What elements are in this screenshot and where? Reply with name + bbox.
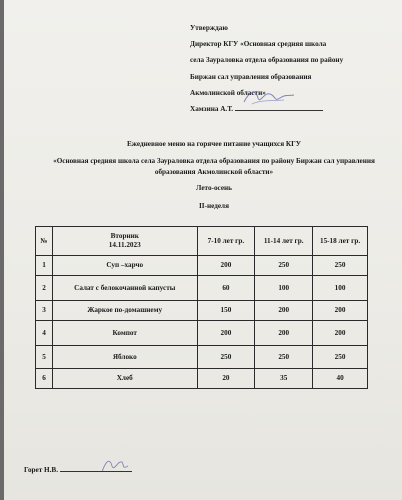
- header-age-11-14: 11-14 лет гр.: [255, 227, 313, 256]
- dish-name: Суп –харчо: [52, 256, 197, 276]
- header-age-15-18: 15-18 лет гр.: [313, 227, 368, 256]
- portion-15-18: 200: [313, 321, 368, 346]
- table-row: [36, 321, 368, 346]
- header-day: Вторник: [110, 232, 139, 240]
- table-row: [36, 276, 368, 301]
- dish-name: Хлеб: [52, 369, 197, 389]
- menu-table: [35, 226, 368, 389]
- header-number: №: [36, 227, 53, 256]
- footer-signature-line: [24, 466, 132, 474]
- school-name: «Основная средняя школа села Заураловка отдела образования по району Биржан сал управления образования Акмолинской области»: [53, 157, 375, 176]
- portion-7-10: 60: [197, 276, 255, 301]
- portion-7-10: 150: [197, 301, 255, 321]
- signature-underline: [235, 110, 323, 111]
- table-row: [36, 346, 368, 369]
- table-header-row: [36, 227, 368, 256]
- portion-11-14: 200: [255, 321, 313, 346]
- portion-7-10: 250: [197, 346, 255, 369]
- dish-name: Жаркое по-домашнему: [52, 301, 197, 321]
- document-page: [4, 0, 402, 500]
- header-date: 14.11.2023: [108, 241, 141, 249]
- handwritten-signature: [240, 86, 298, 108]
- dish-name: Яблоко: [52, 346, 197, 369]
- portion-15-18: 40: [313, 369, 368, 389]
- row-number: 3: [36, 301, 53, 321]
- row-number: 5: [36, 346, 53, 369]
- dish-name: Компот: [52, 321, 197, 346]
- week-label: II-неделя: [199, 202, 229, 210]
- portion-15-18: 250: [313, 256, 368, 276]
- signer-name: Хамзина А.Т.: [190, 105, 234, 114]
- table-row: [36, 301, 368, 321]
- signature-underline: [60, 471, 132, 472]
- approval-org-line: села Заураловка отдела образования по району: [190, 56, 344, 65]
- portion-11-14: 250: [255, 256, 313, 276]
- approval-org-line: Биржан сал управления образования: [190, 72, 312, 81]
- portion-7-10: 200: [197, 321, 255, 346]
- season-label: Лето-осень: [196, 184, 232, 192]
- footer-name: Горет Н.В.: [24, 466, 59, 474]
- approval-org-line: Акмолинской области»: [190, 88, 266, 97]
- portion-7-10: 20: [197, 369, 255, 389]
- dish-name: Салат с белокочанной капусты: [52, 276, 197, 301]
- header-day-date: [52, 227, 197, 256]
- row-number: 6: [36, 369, 53, 389]
- portion-15-18: 100: [313, 276, 368, 301]
- row-number: 4: [36, 321, 53, 346]
- portion-11-14: 35: [255, 369, 313, 389]
- portion-11-14: 200: [255, 301, 313, 321]
- portion-11-14: 100: [255, 276, 313, 301]
- menu-title: Ежедневное меню на горячее питание учащихся КГУ: [127, 140, 301, 148]
- table-row: [36, 369, 368, 389]
- portion-7-10: 200: [197, 256, 255, 276]
- table-row: [36, 256, 368, 276]
- portion-15-18: 250: [313, 346, 368, 369]
- portion-11-14: 250: [255, 346, 313, 369]
- header-age-7-10: 7-10 лет гр.: [197, 227, 255, 256]
- row-number: 2: [36, 276, 53, 301]
- approval-heading: Утверждаю: [190, 24, 228, 32]
- row-number: 1: [36, 256, 53, 276]
- approval-position: Директор КГУ «Основная средняя школа: [190, 40, 327, 49]
- portion-15-18: 200: [313, 301, 368, 321]
